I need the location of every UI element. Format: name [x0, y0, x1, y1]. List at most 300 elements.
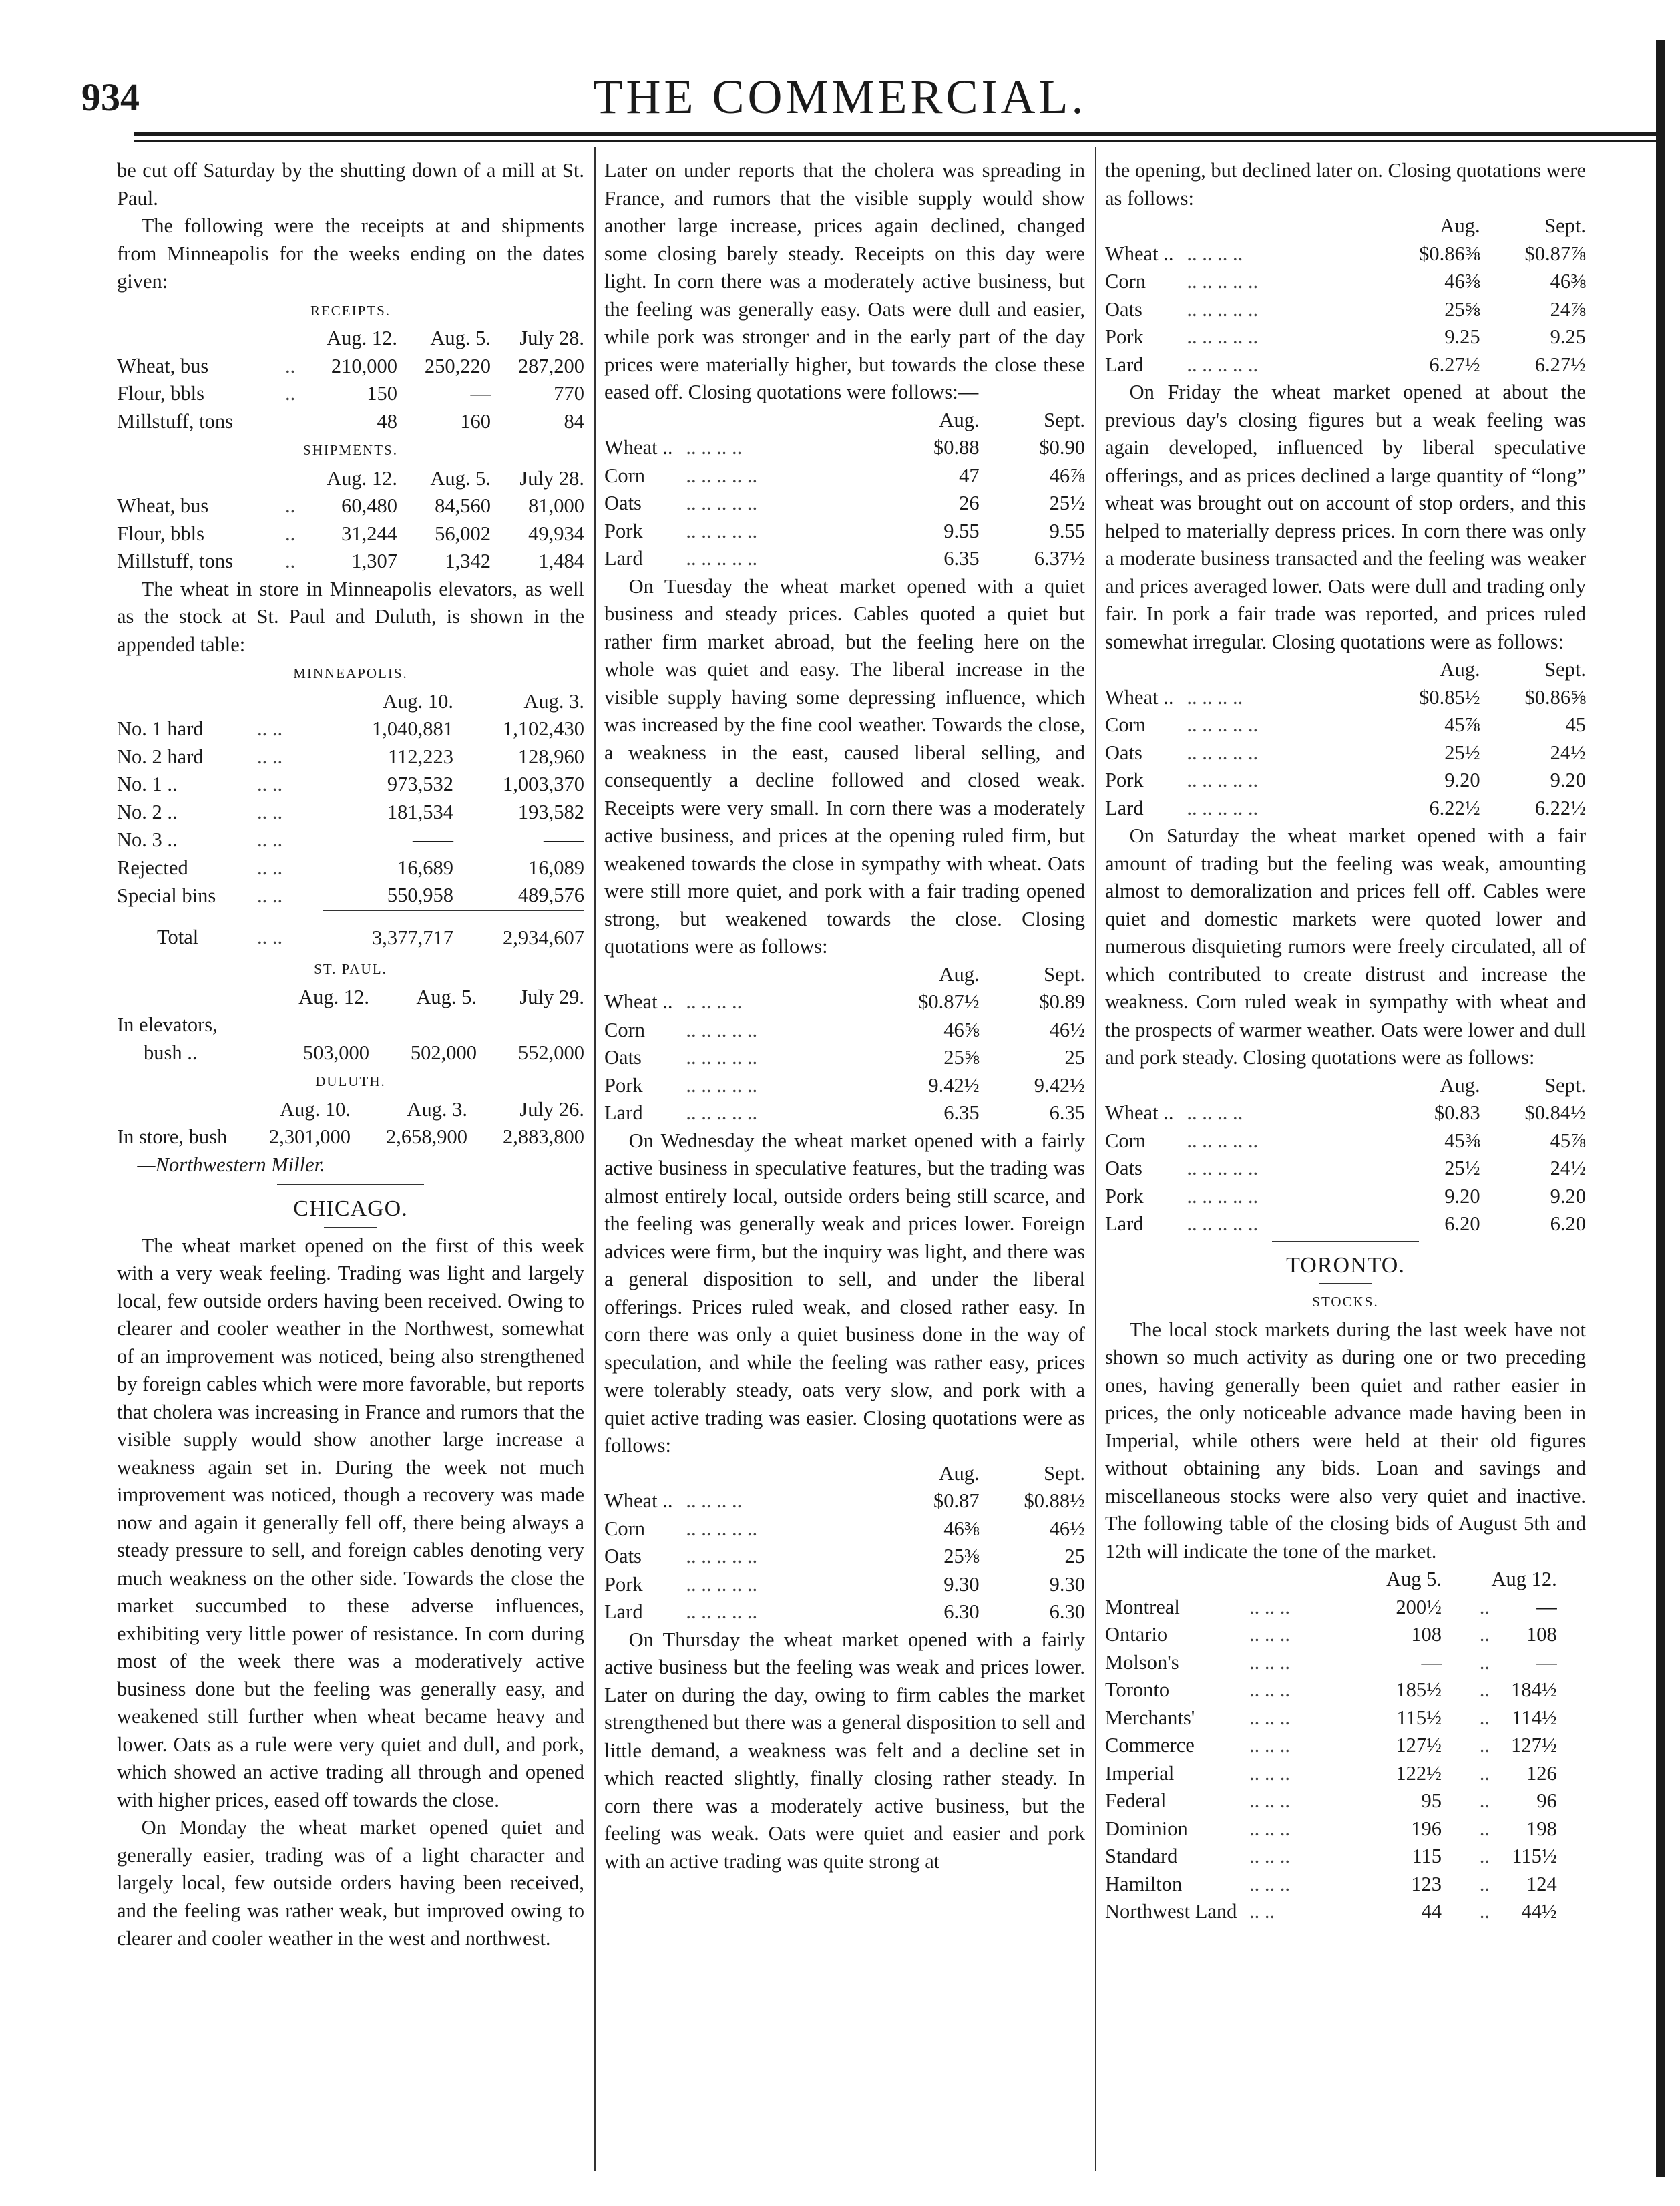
- table-row: [1105, 767, 1586, 795]
- table-cell: 122½: [1396, 1761, 1442, 1785]
- row-label: Lard: [604, 547, 643, 570]
- table-cell: 9.20: [1444, 769, 1480, 791]
- table-cell: 6.35: [943, 1101, 980, 1124]
- table-row: [1105, 1155, 1586, 1183]
- table-cell: 44: [1421, 1900, 1442, 1923]
- masthead: THE COMMERCIAL.: [593, 70, 1087, 124]
- table-row: [604, 1598, 1085, 1626]
- table-cell: 6.30: [1049, 1600, 1085, 1623]
- table-cell: 108: [1411, 1623, 1442, 1646]
- leader-dots: ..: [1479, 1900, 1490, 1923]
- row-label: Oats: [1105, 297, 1142, 321]
- table-cell: 25: [1064, 1545, 1085, 1568]
- table-cell: 115: [1412, 1845, 1442, 1867]
- leader-dots: .. .. .. ..: [1187, 1101, 1243, 1124]
- paragraph: The following were the receipts at and shipments from Minneapolis for the weeks ending on the dates given:: [117, 214, 584, 293]
- table-cell: 9.30: [943, 1572, 980, 1596]
- table-cell: 6.22½: [1534, 796, 1586, 819]
- leader-dots: .. .. .. .. ..: [1187, 741, 1259, 764]
- column-header: Aug.: [939, 408, 980, 431]
- leader-dots: .. .. .. .. ..: [1187, 353, 1259, 376]
- table-cell: 25⅝: [943, 1046, 980, 1069]
- table-cell: —: [1536, 1650, 1557, 1674]
- row-label: Wheat, bus: [117, 494, 209, 517]
- masthead-rule-thin: [134, 140, 1663, 142]
- table-row: [1105, 1210, 1586, 1238]
- table-cell: 45⅞: [1444, 713, 1480, 736]
- row-label: Molson's: [1105, 1650, 1179, 1674]
- table-cell: 126: [1526, 1761, 1557, 1785]
- table-cell: 9.42½: [928, 1073, 980, 1097]
- table-header-row: [604, 961, 1085, 989]
- table-row: [604, 1044, 1085, 1072]
- table-row: [604, 434, 1085, 462]
- table-header-row: [1105, 656, 1586, 684]
- table-cell: 1,003,370: [503, 773, 584, 795]
- table-cell: 193,582: [517, 800, 584, 823]
- column-3: [1105, 157, 1586, 2161]
- table-cell: 115½: [1396, 1706, 1442, 1729]
- row-label: Lard: [1105, 1212, 1144, 1235]
- table-header-row: [1105, 212, 1586, 240]
- table-row: [117, 743, 584, 771]
- table-cell: 1,342: [445, 550, 491, 572]
- column-header: Aug.: [1440, 214, 1480, 237]
- leader-dots: .. .. .. .. ..: [1187, 1157, 1259, 1179]
- row-label: In store, bush: [117, 1125, 228, 1148]
- column-header: Sept.: [1044, 1461, 1085, 1485]
- table-cell: 489,576: [517, 884, 584, 906]
- column-header: Aug. 12.: [327, 466, 397, 490]
- table-cell: 25½: [1444, 741, 1480, 764]
- row-label: Federal: [1105, 1789, 1167, 1812]
- leader-dots: .. .. ..: [1249, 1817, 1290, 1840]
- table-cell: 6.27½: [1429, 353, 1480, 376]
- row-label: Pork: [1105, 769, 1144, 791]
- quotations-table: [1105, 212, 1586, 379]
- table-cell: 287,200: [517, 354, 584, 377]
- table-row: [117, 826, 584, 854]
- row-label: Pork: [604, 519, 643, 542]
- leader-dots: ..: [1479, 1761, 1490, 1785]
- page-number: 934: [81, 75, 140, 119]
- leader-dots: .. .. .. .. ..: [686, 1101, 758, 1124]
- table-cell: 84: [564, 409, 584, 433]
- leader-dots: .. .. ..: [1249, 1650, 1290, 1674]
- table-cell: 46⅞: [1049, 464, 1085, 487]
- paragraph: The wheat in store in Minneapolis elevators, as well as the stock at St. Paul and Duluth, is shown in the appended table:: [117, 577, 584, 656]
- table-row: [117, 771, 584, 799]
- column-1: [117, 157, 584, 2161]
- row-label: Wheat ..: [1105, 1101, 1174, 1124]
- table-cell: 16,689: [397, 856, 453, 879]
- table-row: [1105, 1843, 1586, 1871]
- table-cell: 46⅜: [1444, 270, 1480, 293]
- table-row: [1105, 1760, 1586, 1788]
- table-row: [1105, 1621, 1586, 1649]
- table-row: [117, 1039, 584, 1067]
- table-cell: 127½: [1511, 1734, 1557, 1757]
- column-header: July 28.: [519, 327, 584, 349]
- table-cell: 150: [367, 382, 397, 405]
- table-cell: 6.35: [943, 547, 980, 570]
- table-cell: 24½: [1550, 741, 1586, 764]
- leader-dots: ..: [1479, 1734, 1490, 1757]
- table-cell: 770: [554, 382, 584, 405]
- column-header: Aug. 3.: [523, 689, 584, 713]
- table-row: [1105, 739, 1586, 767]
- column-header: Aug.: [1440, 658, 1480, 681]
- row-label: In elevators,: [117, 1013, 218, 1036]
- table-row: [117, 882, 584, 910]
- table-cell: 60,480: [341, 494, 397, 517]
- table-cell: 9.20: [1444, 1184, 1480, 1208]
- row-label: Corn: [604, 1517, 645, 1540]
- table-row: [1105, 795, 1586, 823]
- table-cell: ——: [413, 828, 453, 851]
- section-rule: [277, 1184, 424, 1185]
- section-rule: [1272, 1241, 1419, 1242]
- table-cell: 9.20: [1550, 769, 1586, 791]
- row-label: Millstuff, tons: [117, 550, 233, 572]
- table-cell: 1,484: [538, 550, 584, 572]
- table-cell: 25: [1064, 1046, 1085, 1069]
- table-cell: $0.85½: [1419, 685, 1480, 709]
- table-cell: 550,958: [387, 884, 453, 906]
- table-cell: 46⅜: [1550, 270, 1586, 293]
- table-header-row: [604, 407, 1085, 435]
- row-label: Flour, bbls: [117, 382, 204, 405]
- table-row: [1105, 1649, 1586, 1677]
- paragraph: On Wednesday the wheat market opened with a fairly active business in speculative features, but the trading was almost entirely local, outside orders being still scarce, and the feeling was generally weak and prices lower. Foreign advices were firm, but the inquiry was light, and there was a general disposition to sell, and under the liberal offerings. Prices ruled weak, and closed rather easy. In corn there was only a quiet business done in the way of speculation, and while the feeling was rather easy, prices were tolerably steady, oats very slow, and pork with a quiet active trading was easier. Closing quotations were as follows:: [604, 1129, 1085, 1457]
- table-cell: 160: [460, 409, 491, 433]
- column-header: Aug.: [939, 962, 980, 986]
- table-cell: 250,220: [424, 354, 491, 377]
- table-row: [604, 1543, 1085, 1571]
- row-label: Lard: [1105, 796, 1144, 819]
- leader-dots: [285, 408, 304, 436]
- table-row: [604, 1487, 1085, 1515]
- table-row: [1105, 1099, 1586, 1127]
- source-credit: —Northwestern Miller.: [137, 1153, 325, 1176]
- row-label: Oats: [1105, 741, 1142, 764]
- table-row: [1105, 1127, 1586, 1155]
- leader-dots: .. .. .. .. ..: [1187, 325, 1259, 348]
- table-heading-minneapolis: MINNEAPOLIS.: [293, 665, 408, 681]
- table-row: [117, 799, 584, 827]
- table-row: [604, 988, 1085, 1017]
- leader-dots: .. .. .. .. ..: [686, 1046, 758, 1069]
- quotations-table: [1105, 1072, 1586, 1238]
- row-label: Pork: [604, 1572, 643, 1596]
- table-cell: 200½: [1396, 1595, 1442, 1618]
- table-cell: 6.35: [1049, 1101, 1085, 1124]
- leader-dots: ..: [1479, 1706, 1490, 1729]
- column-header: Sept.: [1544, 214, 1586, 237]
- row-label: Oats: [1105, 1157, 1142, 1179]
- table-row: [1105, 240, 1586, 268]
- leader-dots: .. .. .. .. ..: [686, 519, 758, 542]
- column-header: Aug. 10.: [280, 1097, 351, 1121]
- table-row: [604, 490, 1085, 518]
- leader-dots: ..: [1479, 1845, 1490, 1867]
- table-cell: 9.25: [1444, 325, 1480, 348]
- leader-dots: .. .. ..: [1249, 1623, 1290, 1646]
- paragraph: be cut off Saturday by the shutting down of a mill at St. Paul.: [117, 159, 584, 210]
- row-label: Corn: [604, 1018, 645, 1041]
- column-header: Sept.: [1544, 1073, 1586, 1097]
- column-header: July 26.: [519, 1097, 584, 1121]
- row-label: Wheat, bus: [117, 354, 209, 377]
- table-cell: 1,307: [351, 550, 397, 572]
- table-cell: $0.87: [933, 1489, 980, 1512]
- masthead-rule-thick: [134, 132, 1663, 136]
- row-label: Corn: [604, 464, 645, 487]
- table-header-row: [1105, 1072, 1586, 1100]
- table-row: [1105, 1594, 1586, 1622]
- table-cell: 6.20: [1444, 1212, 1480, 1235]
- table-row: [1105, 1871, 1586, 1899]
- row-label: Lard: [604, 1600, 643, 1623]
- column-2: [604, 157, 1085, 2161]
- table-cell: 181,534: [387, 800, 453, 823]
- leader-dots: .. .. .. ..: [686, 436, 743, 459]
- row-label: Wheat ..: [604, 990, 673, 1013]
- table-cell: 2,301,000: [269, 1125, 351, 1148]
- leader-dots: .. .. .. .. ..: [686, 1545, 758, 1568]
- table-cell: 9.42½: [1034, 1073, 1085, 1097]
- row-label: Wheat ..: [1105, 685, 1174, 709]
- st-paul-table: [117, 984, 584, 1067]
- leader-dots: .. .. .. .. ..: [1187, 1212, 1259, 1235]
- paragraph: On Thursday the wheat market opened with a fairly active business but the feeling was weak and prices lower. Later on during the day, owing to firm cables the market strengthened but there was a general disposition to sell and little demand, a weakness was felt and a decline set in which reacted slightly, finally closing rather steady. In corn there was a moderately active business, but the feeling was weak. Oats were quiet and easier and pork with an active trading was quite strong at: [604, 1628, 1085, 1873]
- row-label: Corn: [1105, 713, 1146, 736]
- table-row: [604, 1515, 1085, 1543]
- leader-dots: .. .. ..: [1249, 1845, 1290, 1867]
- table-row: [117, 380, 584, 408]
- table-cell: 502,000: [410, 1041, 477, 1064]
- stock-bids-table: [1105, 1566, 1586, 1926]
- table-row: [1105, 323, 1586, 351]
- leader-dots: ..: [285, 550, 296, 572]
- table-heading-st-paul: ST. PAUL.: [314, 961, 387, 977]
- table-cell: 1,102,430: [503, 717, 584, 740]
- table-row: [604, 1571, 1085, 1599]
- table-row: [1105, 268, 1586, 296]
- table-row: [117, 408, 584, 436]
- table-cell: 84,560: [435, 494, 491, 517]
- table-row: [1105, 351, 1586, 379]
- table-heading-receipts: RECEIPTS.: [310, 302, 391, 319]
- row-label: Corn: [1105, 270, 1146, 293]
- table-cell: 31,244: [341, 522, 397, 545]
- leader-dots: ..: [1479, 1789, 1490, 1812]
- leader-dots: ..: [1479, 1678, 1490, 1701]
- subheading-stocks: STOCKS.: [1312, 1294, 1379, 1310]
- table-cell: 112,223: [388, 745, 453, 768]
- leader-dots: .. ..: [257, 745, 283, 768]
- row-label: Commerce: [1105, 1734, 1195, 1757]
- leader-dots: .. .. .. .. ..: [686, 1572, 758, 1596]
- table-cell: 9.20: [1550, 1184, 1586, 1208]
- leader-dots: ..: [285, 522, 296, 545]
- table-row: [117, 1123, 584, 1151]
- table-cell: 24⅞: [1550, 297, 1586, 321]
- leader-dots: .. ..: [257, 856, 283, 879]
- table-cell: 503,000: [302, 1041, 369, 1064]
- table-cell: 95: [1421, 1789, 1442, 1812]
- leader-dots: .. .. ..: [1249, 1706, 1290, 1729]
- leader-dots: .. .. .. .. ..: [686, 1600, 758, 1623]
- table-cell: 25⅝: [1444, 297, 1480, 321]
- column-header: Sept.: [1544, 658, 1586, 681]
- row-label: Wheat ..: [1105, 242, 1174, 265]
- column-header: Aug. 12.: [298, 985, 369, 1008]
- leader-dots: .. ..: [257, 773, 283, 795]
- duluth-table: [117, 1096, 584, 1151]
- table-cell: 47: [959, 464, 980, 487]
- paragraph: the opening, but declined later on. Closing quotations were as follows:: [1105, 159, 1586, 210]
- row-label: Dominion: [1105, 1817, 1188, 1840]
- row-label: Pork: [604, 1073, 643, 1097]
- leader-dots: .. .. .. ..: [686, 990, 743, 1013]
- leader-dots: .. .. .. .. ..: [686, 1018, 758, 1041]
- leader-dots: .. .. .. .. ..: [686, 547, 758, 570]
- row-label: Montreal: [1105, 1595, 1180, 1618]
- table-cell: 1,040,881: [372, 717, 453, 740]
- row-label: No. 2 hard: [117, 745, 204, 768]
- table-row: [117, 715, 584, 743]
- paragraph: On Friday the wheat market opened at about the previous day's closing figures but a weak feeling was again developed, influenced by liberal speculative offerings, and as prices declined a large quantity of “long” wheat was brought out on account of stop orders, and this helped to materially depress prices. In corn there was only a moderate business transacted and the feeling was weaker and prices averaged lower. Oats were dull and trading only fair. In pork a fair trade was reported, and prices ruled somewhat irregular. Closing quotations were as follows:: [1105, 381, 1586, 653]
- leader-dots: .. ..: [257, 926, 283, 948]
- table-header-row: [117, 688, 584, 716]
- table-header-row: [117, 984, 584, 1012]
- table-cell: 46½: [1049, 1018, 1085, 1041]
- leader-dots: .. .. ..: [1249, 1734, 1290, 1757]
- table-cell: $0.88: [933, 436, 980, 459]
- table-cell: 2,934,607: [453, 910, 584, 952]
- row-label: Millstuff, tons: [117, 409, 233, 433]
- table-cell: 108: [1526, 1623, 1557, 1646]
- row-label: Flour, bbls: [117, 522, 204, 545]
- leader-dots: ..: [1479, 1650, 1490, 1674]
- leader-dots: .. .. .. .. ..: [686, 492, 758, 514]
- table-row: [1105, 1815, 1586, 1843]
- row-label: Hamilton: [1105, 1872, 1183, 1895]
- table-cell: —: [1536, 1595, 1557, 1618]
- table-cell: $0.86⅜: [1419, 242, 1480, 265]
- receipts-table: [117, 325, 584, 435]
- table-cell: 56,002: [435, 522, 491, 545]
- table-cell: 6.30: [943, 1600, 980, 1623]
- section-subrule: [324, 1227, 377, 1228]
- table-cell: 124: [1526, 1872, 1557, 1895]
- table-cell: 25⅜: [943, 1545, 980, 1568]
- leader-dots: .. .. .. .. ..: [1187, 297, 1259, 321]
- table-cell: 973,532: [387, 773, 453, 795]
- table-heading-duluth: DULUTH.: [315, 1073, 386, 1089]
- table-cell: 123: [1411, 1872, 1442, 1895]
- row-label: Corn: [1105, 1129, 1146, 1152]
- table-cell: $0.87½: [918, 990, 980, 1013]
- table-total-row: [117, 910, 584, 952]
- leader-dots: .. ..: [257, 717, 283, 740]
- leader-dots: .. ..: [257, 800, 283, 823]
- leader-dots: .. .. .. .. ..: [1187, 796, 1259, 819]
- table-cell: 2,658,900: [386, 1125, 467, 1148]
- table-header-row: [604, 1460, 1085, 1488]
- table-cell: 46½: [1049, 1517, 1085, 1540]
- column-header: Aug. 10.: [383, 689, 453, 713]
- column-header: Aug 12.: [1491, 1568, 1557, 1590]
- row-label: Imperial: [1105, 1761, 1175, 1785]
- row-label: No. 1 hard: [117, 717, 204, 740]
- table-cell: $0.88½: [1024, 1489, 1085, 1512]
- table-cell: 9.55: [1049, 519, 1085, 542]
- table-row: [604, 518, 1085, 546]
- leader-dots: ..: [285, 382, 296, 405]
- paragraph: Later on under reports that the cholera was spreading in France, and rumors that the visible supply would show another large increase, prices again declined, changed some closing barely steady. Receipts on this day were light. In corn there was a moderately active business, but the feeling was generally easy. Oats were dull and easier, while pork was stronger and in the early part of the day prices were materially higher, but towards the close these eased off. Closing quotations were follows:—: [604, 159, 1085, 403]
- quotations-table: [1105, 656, 1586, 822]
- table-cell: 2,883,800: [503, 1125, 584, 1148]
- row-label: Merchants': [1105, 1706, 1195, 1729]
- table-cell: 115½: [1512, 1845, 1557, 1867]
- row-label: Northwest Land: [1105, 1900, 1237, 1923]
- paragraph: On Saturday the wheat market opened with a fair amount of trading but the feeling was weak, amounting almost to demoralization and prices fell off. Cables were quiet and domestic markets were quoted lower and numerous disquieting rumors were freely circulated, all of which contributed to create distrust and increase the weakness. Corn ruled weak in sympathy with wheat and the prospects of warmer weather. Oats were lower and dull and pork steady. Closing quotations were as follows:: [1105, 824, 1586, 1069]
- table-row: [1105, 1898, 1586, 1926]
- column-header: Aug.: [939, 1461, 980, 1485]
- table-row: [117, 1011, 584, 1039]
- column-header: Aug. 3.: [407, 1097, 467, 1121]
- row-label: Wheat ..: [604, 1489, 673, 1512]
- table-cell: $0.83: [1434, 1101, 1480, 1124]
- table-cell: 9.25: [1550, 325, 1586, 348]
- section-heading-chicago: CHICAGO.: [293, 1196, 408, 1221]
- table-cell: 114½: [1512, 1706, 1557, 1729]
- table-row: [1105, 296, 1586, 324]
- paragraph: The local stock markets during the last week have not shown so much activity as during one or two preceding ones, having generally been quiet and rather easier in prices, the only noticeable advance made having been in Imperial, while others were held at their old figures without obtaining any bids. Loan and savings and miscellaneous stocks were also very quiet and inactive. The following table of the closing bids of August 5th and 12th will indicate the tone of the market.: [1105, 1318, 1586, 1563]
- column-divider-2: [1095, 147, 1096, 2171]
- table-cell: 96: [1536, 1789, 1557, 1812]
- table-cell: 196: [1411, 1817, 1442, 1840]
- table-row: [117, 492, 584, 520]
- row-label: Total: [157, 926, 199, 948]
- quotations-table: [604, 407, 1085, 573]
- column-divider-1: [594, 147, 596, 2171]
- table-cell: 3,377,717: [323, 910, 453, 952]
- column-header: July 28.: [519, 466, 584, 490]
- leader-dots: .. .. ..: [1249, 1678, 1290, 1701]
- leader-dots: .. .. ..: [1249, 1761, 1290, 1785]
- row-label: Wheat ..: [604, 436, 673, 459]
- page-edge-bar: [1656, 40, 1665, 2177]
- table-cell: 210,000: [331, 354, 397, 377]
- table-row: [1105, 711, 1586, 739]
- table-header-row: [117, 465, 584, 493]
- leader-dots: .. .. ..: [1249, 1595, 1290, 1618]
- table-cell: 128,960: [517, 745, 584, 768]
- leader-dots: .. ..: [1249, 1900, 1275, 1923]
- table-cell: 45: [1565, 713, 1586, 736]
- column-header: Sept.: [1044, 962, 1085, 986]
- row-label: Oats: [604, 492, 642, 514]
- table-row: [1105, 1704, 1586, 1732]
- table-cell: —: [470, 382, 491, 405]
- table-row: [1105, 1183, 1586, 1211]
- leader-dots: .. .. .. .. ..: [686, 1073, 758, 1097]
- table-cell: 185½: [1396, 1678, 1442, 1701]
- table-cell: 16,089: [528, 856, 584, 879]
